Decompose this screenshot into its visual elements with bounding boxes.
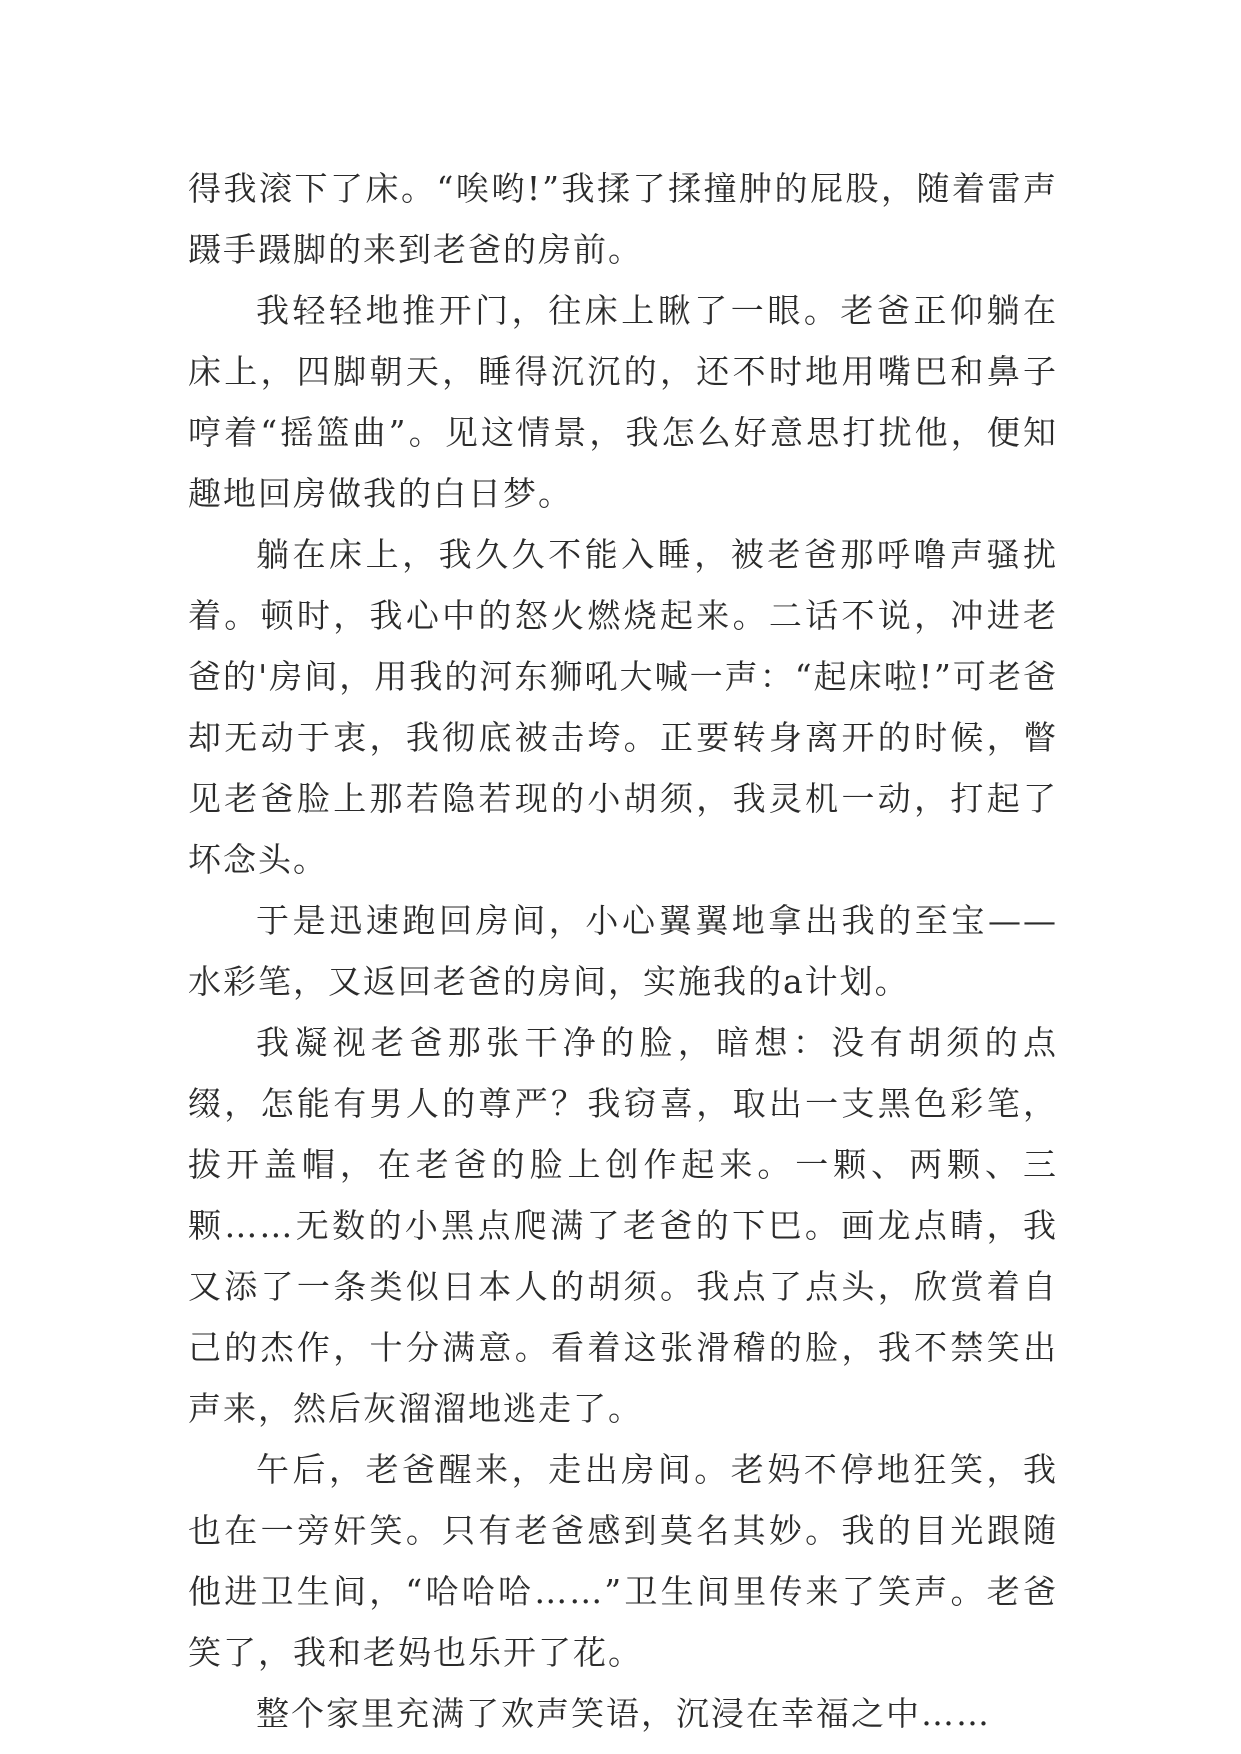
paragraph-5: 我凝视老爸那张干净的脸，暗想：没有胡须的点缀，怎能有男人的尊严？我窃喜，取出一支黑色彩笔，拔开盖帽，在老爸的脸上创作起来。一颗、两颗、三颗……无数的小黑点爬满了老爸的下巴。画龙点睛，我又添了一条类似日本人的胡须。我点了点头，欣赏着自己的杰作，十分满意。看着这张滑稽的脸，我不禁笑出声来，然后灰溜溜地逃走了。: [188, 1023, 1058, 1428]
paragraph-3: 躺在床上，我久久不能入睡，被老爸那呼噜声骚扰着。顿时，我心中的怒火燃烧起来。二话不说，冲进老爸的'房间，用我的河东狮吼大喊一声：“起床啦!”可老爸却无动于衷，我彻底被击垮。正要转身离开的时候，瞥见老爸脸上那若隐若现的小胡须，我灵机一动，打起了坏念头。: [188, 535, 1058, 879]
paragraph-7: 整个家里充满了欢声笑语，沉浸在幸福之中……: [256, 1694, 991, 1733]
document-page: [188, 158, 1058, 1744]
paragraph-6: 午后，老爸醒来，走出房间。老妈不停地狂笑，我也在一旁奸笑。只有老爸感到莫名其妙。我的目光跟随他进卫生间，“哈哈哈……”卫生间里传来了笑声。老爸笑了，我和老妈也乐开了花。: [188, 1450, 1058, 1672]
paragraph-1: 得我滚下了床。“唉哟!”我揉了揉撞肿的屁股，随着雷声蹑手蹑脚的来到老爸的房前。: [188, 169, 1058, 269]
paragraph-2: 我轻轻地推开门，往床上瞅了一眼。老爸正仰躺在床上，四脚朝天，睡得沉沉的，还不时地用嘴巴和鼻子哼着“摇篮曲”。见这情景，我怎么好意思打扰他，便知趣地回房做我的白日梦。: [188, 291, 1058, 513]
paragraph-4: 于是迅速跑回房间，小心翼翼地拿出我的至宝——水彩笔，又返回老爸的房间，实施我的a计划。: [188, 901, 1058, 1001]
